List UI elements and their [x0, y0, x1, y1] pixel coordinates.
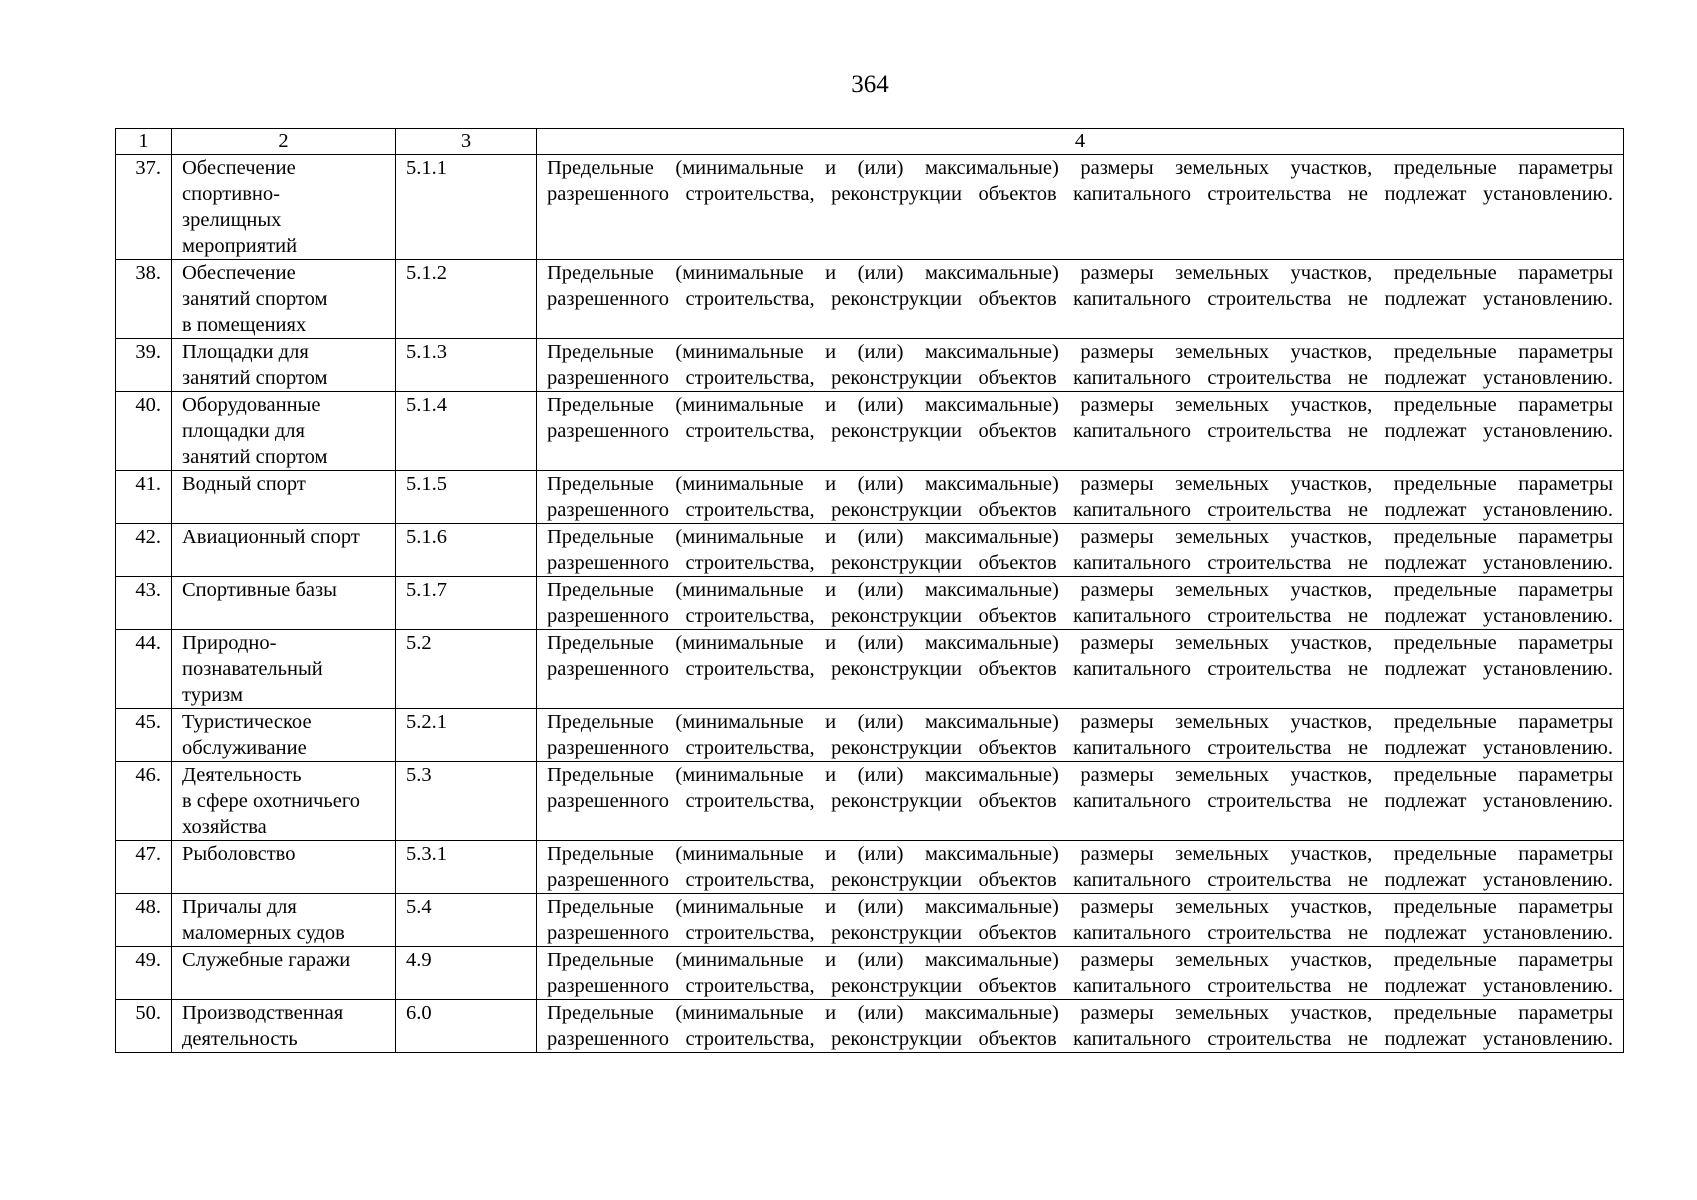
table-row: [116, 630, 1624, 709]
land-use-limits: [537, 524, 1624, 577]
land-use-limits: [537, 1000, 1624, 1053]
row-number: 38.: [116, 260, 172, 339]
table-row: [116, 392, 1624, 471]
row-number: 43.: [116, 577, 172, 630]
limits-line: разрешенного строительства, реконструкции объектов капитального строительства не подлежат установлению.: [547, 552, 1613, 574]
land-use-name: Природно- познавательный туризм: [172, 630, 396, 709]
row-number: 39.: [116, 339, 172, 392]
column-header: 2: [172, 129, 396, 155]
land-use-code: 5.3.1: [396, 841, 537, 894]
land-use-name: Производственная деятельность: [172, 1000, 396, 1053]
limits-line: Предельные (минимальные и (или) максимальные) размеры земельных участков, предельные параметры: [547, 157, 1613, 179]
limits-line: Предельные (минимальные и (или) максимальные) размеры земельных участков, предельные параметры: [547, 526, 1613, 548]
table-body: [116, 129, 1624, 1053]
limits-line: разрешенного строительства, реконструкции объектов капитального строительства не подлежат установлению.: [547, 499, 1613, 521]
row-number: 44.: [116, 630, 172, 709]
land-use-code: 5.2: [396, 630, 537, 709]
limits-line: разрешенного строительства, реконструкции объектов капитального строительства не подлежат установлению.: [547, 975, 1613, 997]
land-use-name: Водный спорт: [172, 471, 396, 524]
land-use-limits: [537, 762, 1624, 841]
limits-line: разрешенного строительства, реконструкции объектов капитального строительства не подлежат установлению.: [547, 922, 1613, 944]
limits-line: Предельные (минимальные и (или) максимальные) размеры земельных участков, предельные параметры: [547, 473, 1613, 495]
land-use-name: Причалы для маломерных судов: [172, 894, 396, 947]
column-header: 1: [116, 129, 172, 155]
limits-line: разрешенного строительства, реконструкции объектов капитального строительства не подлежат установлению.: [547, 658, 1613, 680]
limits-line: разрешенного строительства, реконструкции объектов капитального строительства не подлежат установлению.: [547, 869, 1613, 891]
limits-line: Предельные (минимальные и (или) максимальные) размеры земельных участков, предельные параметры: [547, 764, 1613, 786]
land-use-limits: [537, 841, 1624, 894]
limits-line: разрешенного строительства, реконструкции объектов капитального строительства не подлежат установлению.: [547, 737, 1613, 759]
limits-line: Предельные (минимальные и (или) максимальные) размеры земельных участков, предельные параметры: [547, 262, 1613, 284]
land-use-code: 5.3: [396, 762, 537, 841]
land-use-code: 5.1.4: [396, 392, 537, 471]
limits-line: Предельные (минимальные и (или) максимальные) размеры земельных участков, предельные параметры: [547, 394, 1613, 416]
land-use-limits: [537, 894, 1624, 947]
limits-line: Предельные (минимальные и (или) максимальные) размеры земельных участков, предельные параметры: [547, 949, 1613, 971]
land-use-name: Туристическое обслуживание: [172, 709, 396, 762]
land-use-name: Авиационный спорт: [172, 524, 396, 577]
land-use-limits: [537, 709, 1624, 762]
table-row: [116, 155, 1624, 260]
row-number: 46.: [116, 762, 172, 841]
limits-line: разрешенного строительства, реконструкции объектов капитального строительства не подлежат установлению.: [547, 367, 1613, 389]
land-use-code: 5.4: [396, 894, 537, 947]
land-use-limits: [537, 392, 1624, 471]
land-use-limits: [537, 947, 1624, 1000]
table-row: [116, 894, 1624, 947]
land-use-code: 5.2.1: [396, 709, 537, 762]
limits-line: Предельные (минимальные и (или) максимальные) размеры земельных участков, предельные параметры: [547, 711, 1613, 733]
page-number: 364: [851, 71, 889, 98]
row-number: 49.: [116, 947, 172, 1000]
limits-line: Предельные (минимальные и (или) максимальные) размеры земельных участков, предельные параметры: [547, 632, 1613, 654]
row-number: 37.: [116, 155, 172, 260]
row-number: 48.: [116, 894, 172, 947]
land-use-limits: [537, 339, 1624, 392]
table-row: [116, 577, 1624, 630]
row-number: 47.: [116, 841, 172, 894]
land-use-code: 4.9: [396, 947, 537, 1000]
land-use-limits: [537, 630, 1624, 709]
limits-line: разрешенного строительства, реконструкции объектов капитального строительства не подлежат установлению.: [547, 1028, 1613, 1050]
table-row: [116, 762, 1624, 841]
table-row: [116, 339, 1624, 392]
limits-line: разрешенного строительства, реконструкции объектов капитального строительства не подлежат установлению.: [547, 183, 1613, 205]
land-use-name: Обеспечение занятий спортом в помещениях: [172, 260, 396, 339]
row-number: 41.: [116, 471, 172, 524]
limits-line: Предельные (минимальные и (или) максимальные) размеры земельных участков, предельные параметры: [547, 896, 1613, 918]
land-use-name: Спортивные базы: [172, 577, 396, 630]
land-use-limits: [537, 260, 1624, 339]
limits-line: Предельные (минимальные и (или) максимальные) размеры земельных участков, предельные параметры: [547, 1002, 1613, 1024]
limits-line: разрешенного строительства, реконструкции объектов капитального строительства не подлежат установлению.: [547, 790, 1613, 812]
table-row: [116, 709, 1624, 762]
limits-line: разрешенного строительства, реконструкции объектов капитального строительства не подлежат установлению.: [547, 420, 1613, 442]
limits-line: разрешенного строительства, реконструкции объектов капитального строительства не подлежат установлению.: [547, 288, 1613, 310]
table-row: [116, 260, 1624, 339]
limits-line: Предельные (минимальные и (или) максимальные) размеры земельных участков, предельные параметры: [547, 843, 1613, 865]
land-use-code: 6.0: [396, 1000, 537, 1053]
table-header-row: [116, 129, 1624, 155]
table-row: [116, 1000, 1624, 1053]
limits-line: Предельные (минимальные и (или) максимальные) размеры земельных участков, предельные параметры: [547, 341, 1613, 363]
row-number: 40.: [116, 392, 172, 471]
land-use-code: 5.1.6: [396, 524, 537, 577]
land-use-name: Площадки для занятий спортом: [172, 339, 396, 392]
land-use-code: 5.1.5: [396, 471, 537, 524]
limits-line: разрешенного строительства, реконструкции объектов капитального строительства не подлежат установлению.: [547, 605, 1613, 627]
row-number: 45.: [116, 709, 172, 762]
land-use-name: Служебные гаражи: [172, 947, 396, 1000]
column-header: 3: [396, 129, 537, 155]
column-header: 4: [537, 129, 1624, 155]
table-row: [116, 471, 1624, 524]
land-use-limits: [537, 471, 1624, 524]
land-use-code: 5.1.1: [396, 155, 537, 260]
land-use-code: 5.1.7: [396, 577, 537, 630]
row-number: 50.: [116, 1000, 172, 1053]
table-row: [116, 947, 1624, 1000]
land-use-name: Деятельность в сфере охотничьего хозяйства: [172, 762, 396, 841]
land-use-limits: [537, 155, 1624, 260]
land-use-code: 5.1.3: [396, 339, 537, 392]
land-use-limits: [537, 577, 1624, 630]
table-row: [116, 841, 1624, 894]
land-use-code: 5.1.2: [396, 260, 537, 339]
land-use-name: Рыболовство: [172, 841, 396, 894]
row-number: 42.: [116, 524, 172, 577]
limits-line: Предельные (минимальные и (или) максимальные) размеры земельных участков, предельные параметры: [547, 579, 1613, 601]
land-use-name: Обеспечение спортивно- зрелищных мероприятий: [172, 155, 396, 260]
table-row: [116, 524, 1624, 577]
land-use-table: [115, 128, 1624, 1053]
land-use-name: Оборудованные площадки для занятий спортом: [172, 392, 396, 471]
